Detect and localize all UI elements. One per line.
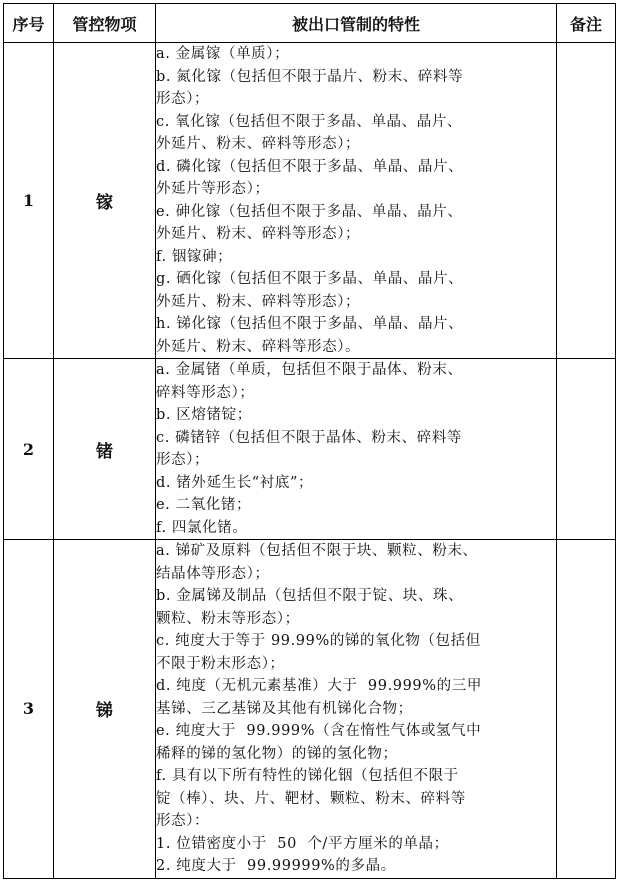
property-line: 外延片、粉末、碎料等形态）； [156,293,361,310]
property-line: 碎料等形态）； [156,384,255,401]
row-controlled-item: 镓 [54,43,156,359]
row-serial-number: 3 [4,540,54,879]
property-line: e. 二氧化锗； [156,497,252,513]
property-line: f. 铟镓砷； [156,248,233,265]
property-line: 结晶体等形态）； [156,565,270,582]
table-row [4,359,616,540]
property-line: 外延片、粉末、碎料等形态）； [156,226,361,242]
property-line: b. 金属锑及制品（包括但不限于锭、块、珠、 [156,588,464,604]
export-control-table-container [3,3,615,879]
property-line: f. 具有以下所有特性的锑化铟（包括但不限于 [156,768,459,784]
table-row [4,43,616,359]
property-line: a. 金属锗（单质，包括但不限于晶体、粉末、 [156,362,463,378]
property-line: 外延片、粉末、碎料等形态）。 [156,338,361,355]
property-line: 外延片、粉末、碎料等形态）； [156,136,361,152]
property-line: a. 锑矿及原料（包括但不限于块、颗粒、粉末、 [156,543,478,559]
property-line: c. 纯度大于等于 99.99%的锑的氧化物（包括但 [156,633,481,649]
property-line: 颗粒、粉末等形态）； [156,610,300,627]
property-line: 外延片等形态）； [156,181,270,197]
export-control-table [3,3,616,879]
property-line: f. 四氯化锗。 [156,519,248,536]
property-line: 2. 纯度大于 99.99999%的多晶。 [156,858,396,874]
property-line: e. 砷化镓（包括但不限于多晶、单晶、晶片、 [156,203,463,220]
header-controlled-properties: 被出口管制的特性 [156,4,557,43]
table-row [4,540,616,879]
property-line: 锭（棒）、块、片、靶材、颗粒、粉末、碎料等 [156,790,466,807]
table-header-row [4,4,616,43]
row-remarks [557,359,616,540]
header-serial-number: 序号 [4,4,54,43]
property-line: 稀释的锑的氢化物）的锑的氢化物； [156,745,398,762]
property-line: d. 纯度（无机元素基准）大于 99.999%的三甲 [156,678,482,694]
property-line: 1. 位错密度小于 50 个/平方厘米的单晶； [156,835,449,852]
row-properties [156,359,557,540]
property-line: b. 氮化镓（包括但不限于晶片、粉末、碎料等 [156,68,464,85]
property-line: c. 磷锗锌（包括但不限于晶体、粉末、碎料等 [156,429,463,446]
property-line: 形态）： [156,813,210,829]
property-line: c. 氧化镓（包括但不限于多晶、单晶、晶片、 [156,113,463,130]
table-body [4,43,616,879]
property-line: 不限于粉末形态）； [156,655,285,672]
row-serial-number: 1 [4,43,54,359]
property-line: d. 磷化镓（包括但不限于多晶、单晶、晶片、 [156,158,464,175]
row-remarks [557,43,616,359]
header-remarks: 备注 [557,4,616,43]
property-line: a. 金属镓（单质）； [156,46,290,62]
row-serial-number: 2 [4,359,54,540]
row-controlled-item: 锗 [54,359,156,540]
property-line: h. 锑化镓（包括但不限于多晶、单晶、晶片、 [156,316,464,332]
property-line: g. 硒化镓（包括但不限于多晶、单晶、晶片、 [156,271,464,287]
property-line: e. 纯度大于 99.999%（含在惰性气体或氢气中 [156,723,482,739]
header-controlled-item: 管控物项 [54,4,156,43]
property-line: 形态）； [156,91,210,107]
row-properties [156,43,557,359]
property-line: 形态）； [156,452,210,468]
row-controlled-item: 锑 [54,540,156,879]
row-remarks [557,540,616,879]
property-line: d. 锗外延生长“衬底”； [156,474,314,491]
property-line: 基锑、三乙基锑及其他有机锑化合物； [156,700,413,717]
row-properties [156,540,557,879]
property-line: b. 区熔锗锭； [156,407,252,423]
